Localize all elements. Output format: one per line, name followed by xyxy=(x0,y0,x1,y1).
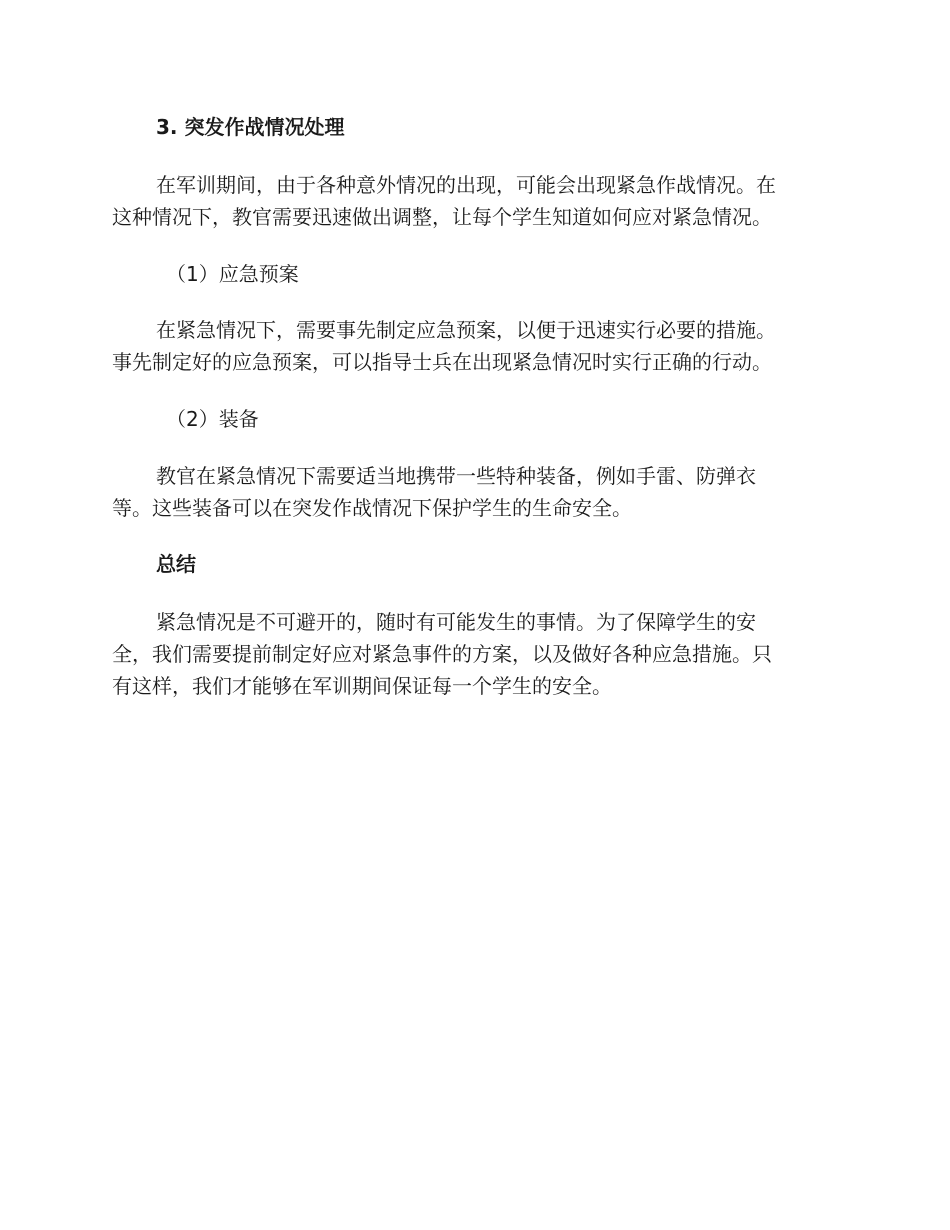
subheading-equipment: （2）装备 xyxy=(166,407,259,431)
paragraph-emergency-combat xyxy=(112,169,830,233)
paragraph-line: 等。这些装备可以在突发作战情况下保护学生的生命安全。 xyxy=(112,496,632,520)
section-title: 3. 突发作战情况处理 xyxy=(156,115,345,139)
paragraph-line: 教官在紧急情况下需要适当地携带一些特种装备，例如手雷、防弹衣 xyxy=(156,464,756,488)
paragraph-summary xyxy=(112,606,830,702)
paragraph-line: 这种情况下，教官需要迅速做出调整，让每个学生知道如何应对紧急情况。 xyxy=(112,205,772,229)
summary-title: 总结 xyxy=(156,552,196,576)
paragraph-equipment xyxy=(112,460,830,524)
paragraph-line: 在紧急情况下，需要事先制定应急预案，以便于迅速实行必要的措施。 xyxy=(156,318,776,342)
paragraph-line: 全，我们需要提前制定好应对紧急事件的方案，以及做好各种应急措施。只 xyxy=(112,642,772,666)
paragraph-line: 在军训期间，由于各种意外情况的出现，可能会出现紧急作战情况。在 xyxy=(156,173,776,197)
paragraph-line: 有这样，我们才能够在军训期间保证每一个学生的安全。 xyxy=(112,674,612,698)
paragraph-line: 紧急情况是不可避开的，随时有可能发生的事情。为了保障学生的安 xyxy=(156,610,756,634)
subheading-emergency-plan: （1）应急预案 xyxy=(166,262,299,286)
paragraph-emergency-plan xyxy=(112,314,830,378)
paragraph-line: 事先制定好的应急预案，可以指导士兵在出现紧急情况时实行正确的行动。 xyxy=(112,350,772,374)
